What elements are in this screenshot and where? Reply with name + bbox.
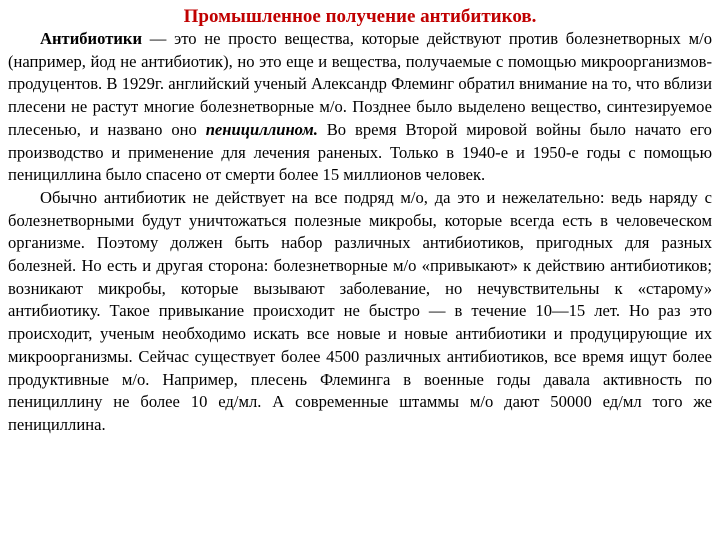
paragraph1-text-part2: Во время Второй мировой войны было начато его производство и применение для лечения раненых. Только в 1940-е и 1950-е годы с помощью пенициллина было спасено от смерти более 15 миллионов человек. <box>8 119 712 185</box>
document-title: Промышленное получение антибитиков. <box>183 6 537 27</box>
paragraph1-text-part1: — это не просто вещества, которые действуют против болезнетворных м/о (например, йод не антибиотик), но это еще и вещества, получаемые с помощью микроорганизмов-продуцентов. В 1929г. английский ученый Александр Флеминг обратил внимание на то, что вблизи плесени не растут многие болезнетворные м/о. Позднее было выделено вещество, синтезируемое плесенью, и названо оно <box>8 29 712 139</box>
term-antibiotics: Антибиотики <box>40 29 143 48</box>
term-penicillin: пенициллином. <box>205 119 318 139</box>
paragraph-antibiotic-resistance: Обычно антибиотик не действует на все подряд м/о, да это и нежелательно: ведь наряду с болезнетворными будут уничтожаться полезные микробы, которые всегда есть в человеческом организме. Поэтому должен быть набор различных антибиотиков, пригодных для разных болезней. Но есть и другая сторона: болезнетворные м/о «привыкают» к действию антибиотиков; возникают микробы, которые вызывают заболевание, но нечувствительны к «старому» антибиотику. Такое привыкание происходит не быстро — в течение 10—15 лет. Но раз это происходит, ученым необходимо искать все новые и новые антибиотики и продуцирующие их микроорганизмы. Сейчас существует более 4500 различных антибиотиков, все время ищут более продуктивные м/о. Например, плесень Флеминга в военные годы давала активность по пенициллину не более 10 ед/мл. А современные штаммы м/о дают 50000 ед/мл того же пенициллина. <box>8 187 712 434</box>
document-page <box>8 6 712 437</box>
paragraph-antibiotics-definition <box>8 28 712 187</box>
